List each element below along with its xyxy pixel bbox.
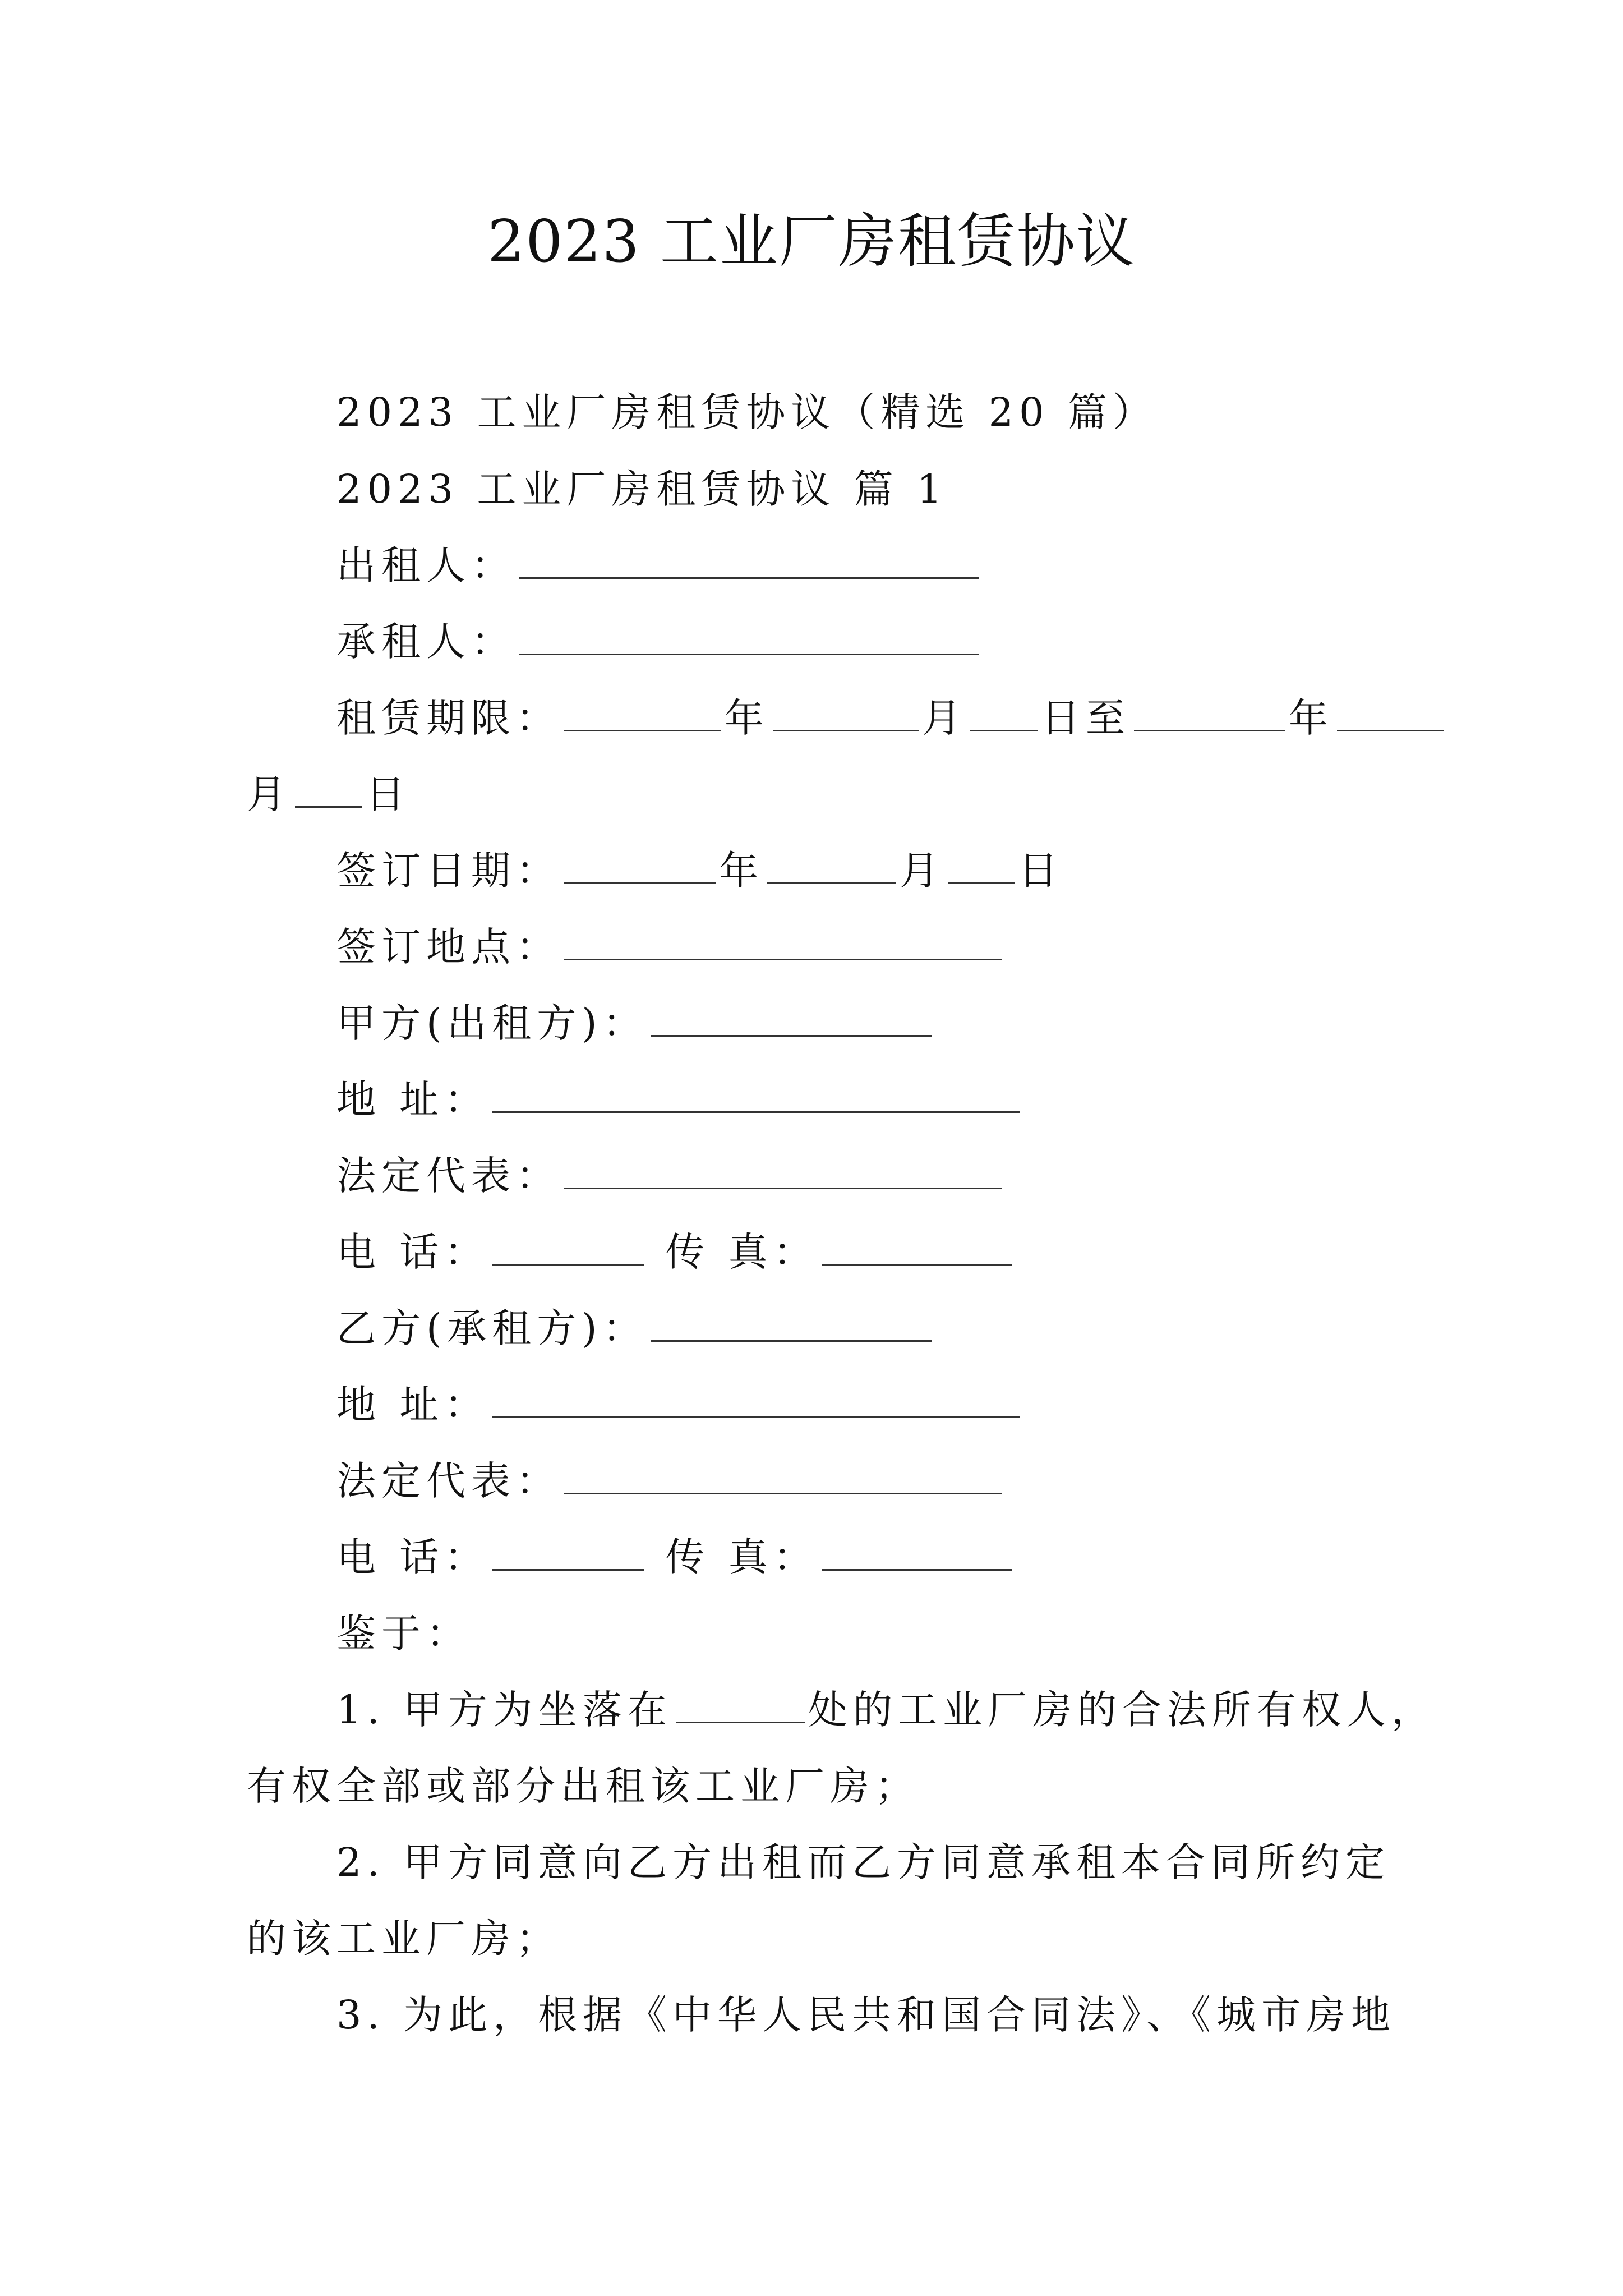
- party-a-blank: [651, 996, 932, 1037]
- term-end-month-text: 月: [247, 771, 292, 817]
- clause3-text: 3. 为此，根据《中华人民共和国合同法》、《城市房地: [336, 1992, 1396, 2038]
- party-b-address-line: [336, 1377, 1023, 1433]
- clause1-text-a: 1. 甲方为坐落在: [336, 1687, 673, 1733]
- party-a-legal-rep-line: [336, 1148, 1005, 1204]
- sign-place-blank: [564, 919, 1002, 960]
- term-line: [336, 690, 1447, 746]
- party-a-phone-blank: [492, 1225, 644, 1266]
- sign-year-text: 年: [719, 848, 764, 894]
- party-a-fax-label: 传 真：: [665, 1229, 818, 1275]
- subtitle: 2023 工业厂房租赁协议（精选 20 篇）: [336, 389, 1158, 435]
- party-b-fax-blank: [822, 1530, 1012, 1571]
- party-b-line: [336, 1300, 935, 1356]
- party-a-phone-line: [336, 1224, 1016, 1280]
- party-a-address-line: [336, 1071, 1023, 1128]
- party-a-address-label: 地 址：: [336, 1076, 490, 1122]
- term-end-year-text: 年: [1289, 695, 1334, 741]
- term-start-year-blank: [564, 691, 721, 731]
- party-b-label: 乙方(承租方)：: [336, 1305, 648, 1351]
- party-b-phone-line: [336, 1529, 1016, 1585]
- whereas-line: [336, 1605, 471, 1662]
- sign-month-text: 月: [900, 848, 944, 894]
- lessee-label: 承租人：: [336, 619, 516, 665]
- party-a-phone-label: 电 话：: [336, 1229, 490, 1275]
- party-a-label: 甲方(出租方)：: [336, 1000, 648, 1046]
- term-start-month-blank: [773, 691, 919, 731]
- clause1-line: [336, 1682, 1436, 1738]
- lessor-blank: [519, 538, 979, 579]
- term-end-day-blank: [295, 767, 362, 808]
- sign-date-line: [336, 843, 1063, 899]
- party-b-blank: [651, 1301, 932, 1342]
- sign-year-blank: [564, 843, 716, 884]
- clause1-line-cont: [247, 1758, 920, 1814]
- term-end-month-blank: [1337, 691, 1444, 731]
- sign-place-line: [336, 919, 1005, 975]
- lessor-label: 出租人：: [336, 542, 516, 588]
- clause2-line: [336, 1834, 1390, 1890]
- sign-month-blank: [767, 843, 896, 884]
- term-month-text: 月: [922, 695, 967, 741]
- term-to-text: 日至: [1041, 695, 1131, 741]
- term-year-text: 年: [725, 695, 769, 741]
- section-heading: 2023 工业厂房租赁协议 篇 1: [336, 466, 948, 512]
- clause2-cont-text: 的该工业厂房；: [247, 1916, 561, 1962]
- document-title: 2023 工业厂房租赁协议: [487, 207, 1136, 275]
- party-a-legal-rep-blank: [564, 1148, 1002, 1189]
- party-b-legal-rep-label: 法定代表：: [336, 1458, 561, 1504]
- sign-day-text: 日: [1018, 848, 1063, 894]
- party-b-fax-label: 传 真：: [665, 1534, 818, 1580]
- party-a-legal-rep-label: 法定代表：: [336, 1153, 561, 1199]
- party-b-legal-rep-blank: [564, 1453, 1002, 1494]
- party-b-phone-blank: [492, 1530, 644, 1571]
- subtitle-line: [336, 384, 1158, 440]
- term-end-year-blank: [1134, 691, 1285, 731]
- clause1-location-blank: [676, 1682, 805, 1723]
- party-a-fax-blank: [822, 1225, 1012, 1266]
- party-b-phone-label: 电 话：: [336, 1534, 490, 1580]
- term-end-day-text: 日: [366, 771, 411, 817]
- section-heading-line: [336, 461, 947, 517]
- term-start-day-blank: [970, 691, 1038, 731]
- whereas-text: 鉴于：: [336, 1611, 471, 1657]
- sign-place-label: 签订地点：: [336, 924, 561, 970]
- clause3-line: [336, 1987, 1396, 2043]
- lessee-line: [336, 614, 983, 670]
- term-line-cont: [247, 766, 411, 822]
- lessor-line: [336, 537, 983, 593]
- party-a-line: [336, 995, 935, 1051]
- party-a-address-blank: [492, 1072, 1020, 1113]
- party-b-address-label: 地 址：: [336, 1382, 490, 1428]
- sign-day-blank: [948, 843, 1015, 884]
- clause2-text: 2. 甲方同意向乙方出租而乙方同意承租本合同所约定: [336, 1839, 1391, 1885]
- clause2-line-cont: [247, 1911, 561, 1967]
- lessee-blank: [519, 614, 979, 655]
- term-label: 租赁期限：: [336, 695, 561, 741]
- party-b-legal-rep-line: [336, 1453, 1005, 1509]
- sign-date-label: 签订日期：: [336, 848, 561, 894]
- party-b-address-blank: [492, 1377, 1020, 1418]
- clause1-cont-text: 有权全部或部分出租该工业厂房；: [247, 1763, 920, 1809]
- clause1-text-b: 处的工业厂房的合法所有权人，: [808, 1687, 1437, 1733]
